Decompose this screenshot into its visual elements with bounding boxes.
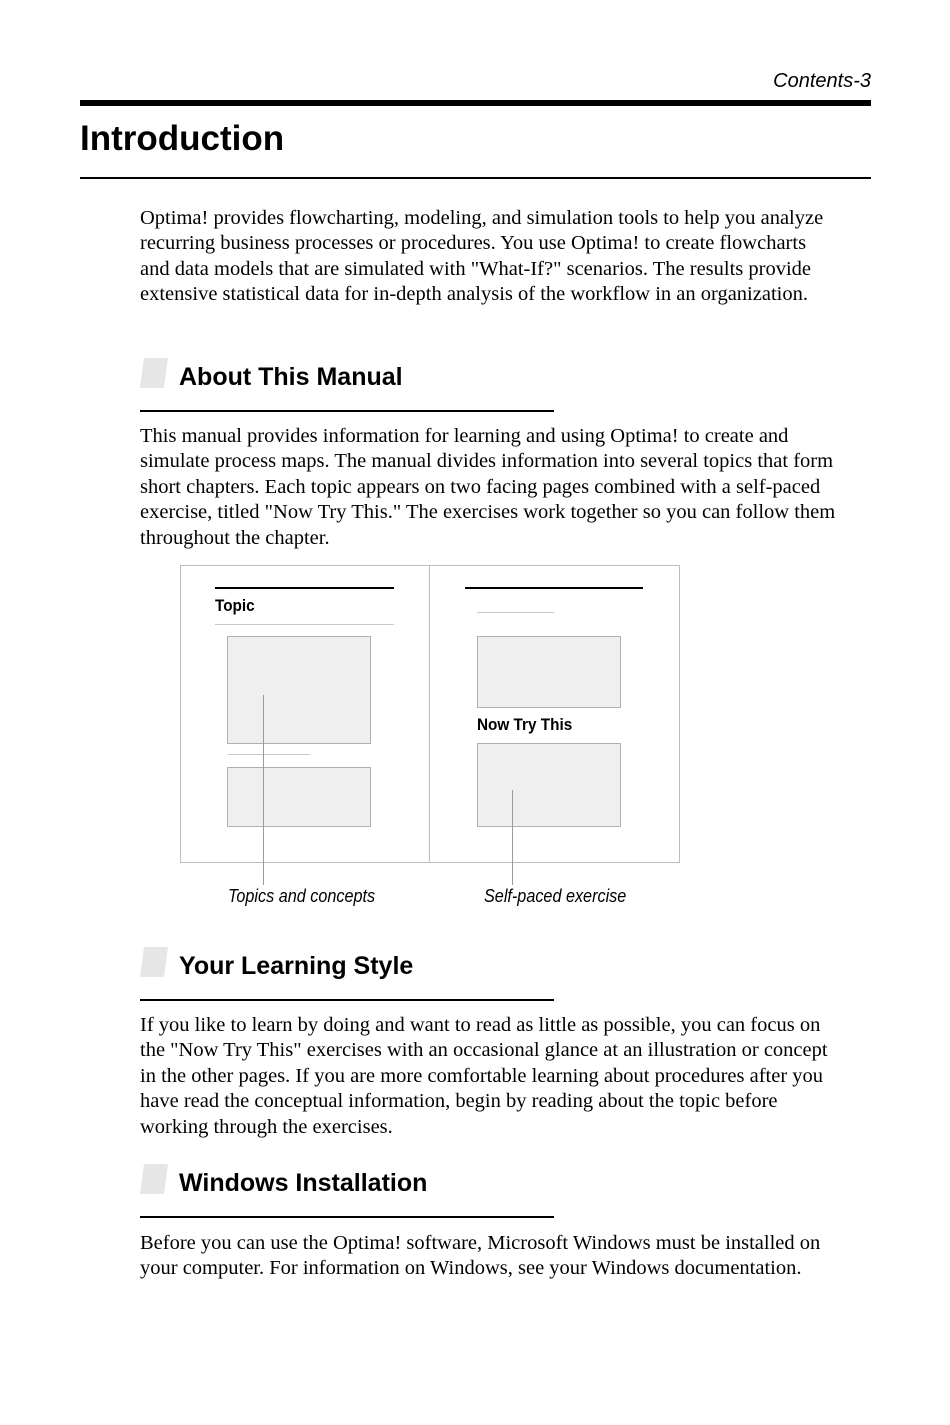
section-marker-icon <box>140 947 168 977</box>
left-page-text-line <box>228 754 310 755</box>
section-title: About This Manual <box>179 363 403 391</box>
right-page-box-top <box>477 636 621 708</box>
left-page-box-bottom <box>227 767 371 827</box>
left-caption: Topics and concepts <box>228 886 376 906</box>
left-page-hairline <box>215 624 394 625</box>
left-page-label: Topic <box>215 596 255 615</box>
right-leader-line <box>512 790 513 885</box>
section-heading-about-manual <box>140 358 554 412</box>
section-marker-icon <box>140 1164 168 1194</box>
left-page-rule <box>215 587 394 589</box>
section-body-about-manual: This manual provides information for learning and using Optima! to create and simulate process maps. The manual divides information into several topics that form short chapters. Each topic appears on two facing pages combined with a self-paced exercise, titled "Now Try This." The exercises work together so you can follow them throughout the chapter. <box>140 425 836 549</box>
page-number-header: Contents-3 <box>773 70 871 92</box>
left-page-box-top <box>227 636 371 744</box>
section-body-learning-style: If you like to learn by doing and want to read as little as possible, you can focus on the "Now Try This" exercises with an occasional glance at an illustration or concept in the other pages. If you are more comfortable learning about procedures after you have read the conceptual information, begin by reading about the topic before working through the exercises. <box>140 1014 828 1138</box>
right-page-box-bottom <box>477 743 621 827</box>
intro-paragraph: Optima! provides flowcharting, modeling, and simulation tools to help you analyze recurring business processes or procedures. You use Optima! to create flowcharts and data models that are simulated with "What-If?" scenarios. The results provide extensive statistical data for in-depth analysis of the workflow in an organization. <box>140 207 824 306</box>
section-heading-learning-style <box>140 947 554 1001</box>
right-page-hairline <box>477 612 554 613</box>
section-title: Your Learning Style <box>179 952 414 980</box>
right-page-rule <box>465 587 643 589</box>
section-title: Windows Installation <box>179 1169 428 1197</box>
spread-divider <box>429 565 430 863</box>
section-marker-icon <box>140 358 168 388</box>
title-rule <box>80 177 871 179</box>
right-caption: Self-paced exercise <box>484 886 627 906</box>
right-page-label: Now Try This <box>477 715 573 734</box>
header-rule <box>80 100 871 106</box>
section-heading-windows-installation <box>140 1164 554 1218</box>
left-leader-line <box>263 695 264 885</box>
section-body-windows-installation: Before you can use the Optima! software, Microsoft Windows must be installed on your computer. For information on Windows, see your Windows documentation. <box>140 1232 821 1280</box>
page-title: Introduction <box>80 119 285 158</box>
